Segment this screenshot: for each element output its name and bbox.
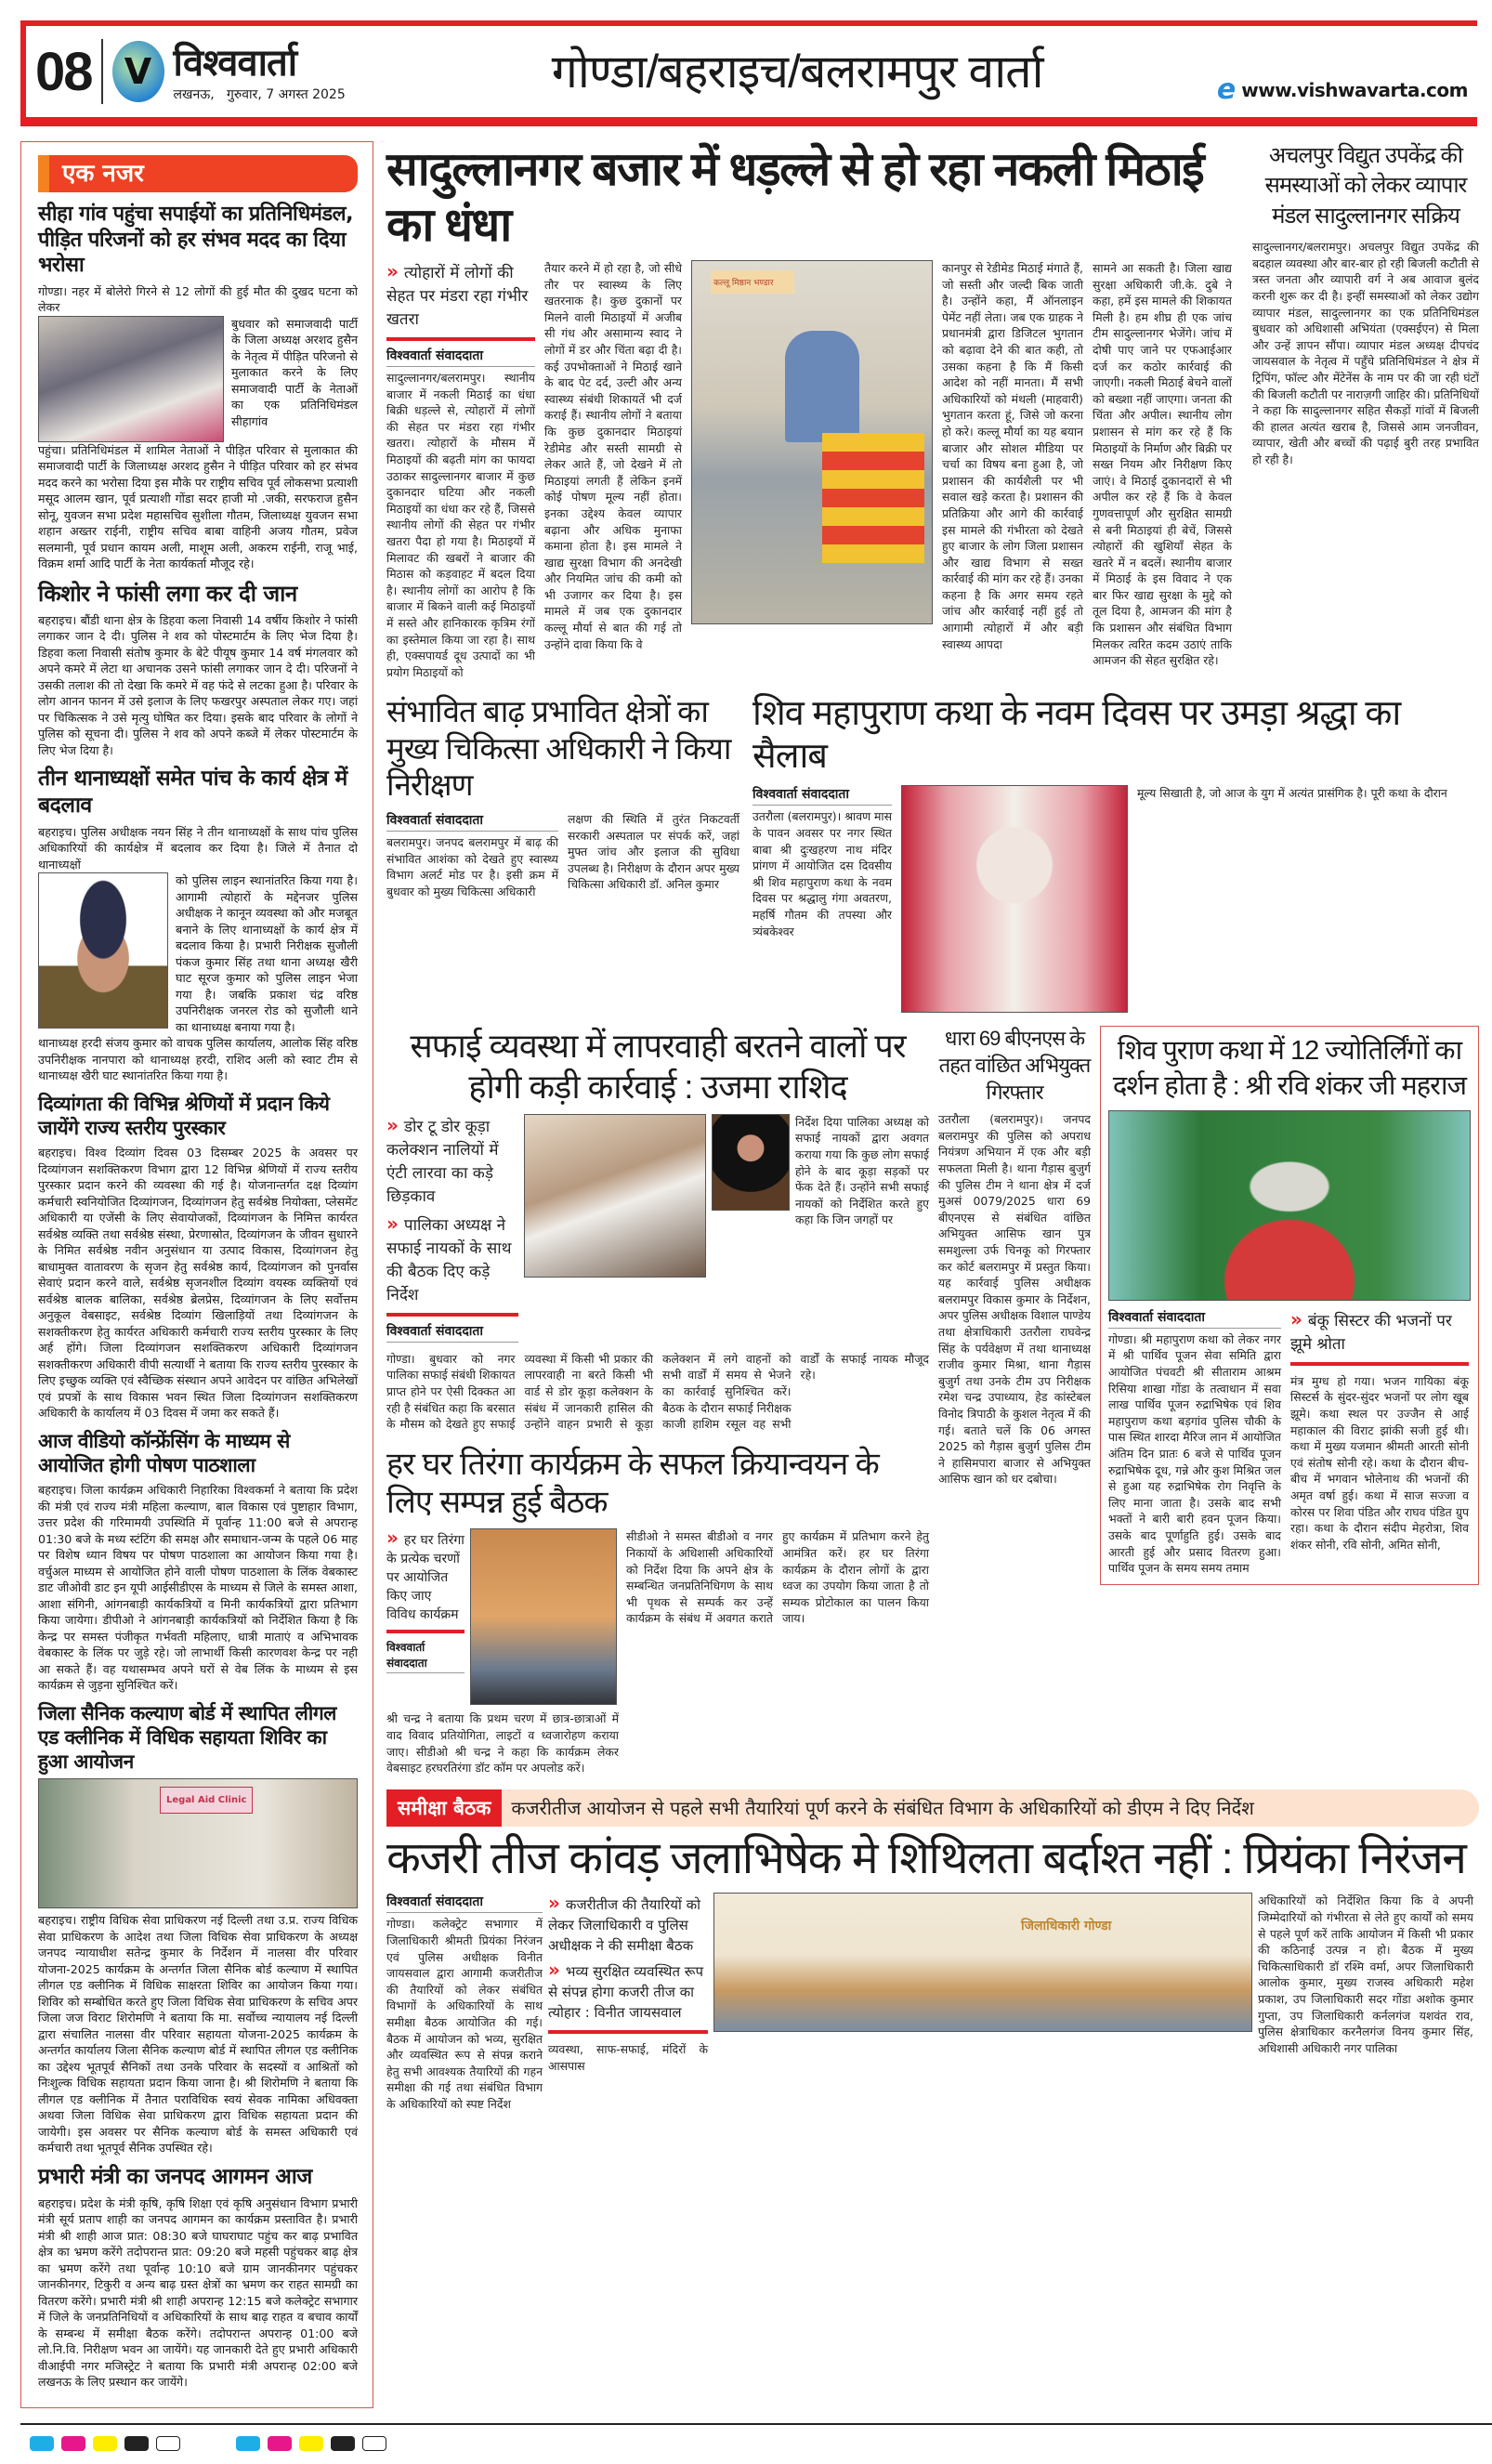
color-registration-left xyxy=(30,2436,180,2451)
kajri-deck xyxy=(548,1893,708,2074)
second-row xyxy=(386,693,1479,1013)
lead-deck xyxy=(386,260,535,680)
flood-columns xyxy=(386,811,739,899)
chairperson-photo xyxy=(712,1114,790,1211)
bullet-text: हर घर तिरंगा के प्रत्येक चरणों पर आयोजित किए जाए विविध कार्यक्रम xyxy=(386,1533,465,1623)
website-link[interactable] xyxy=(1217,73,1468,106)
shiv12-box xyxy=(1100,1026,1479,1584)
byline: विश्ववार्ता संवाददाता xyxy=(386,1893,543,1913)
delegation-photo xyxy=(38,316,224,442)
bullet-text: भव्य सुरक्षित व्यवस्थित रूप से संपन्न होगा कजरी तीज का त्योहार : विनीत जायसवाल xyxy=(548,1963,703,2022)
lead-headline: सादुल्लानगर बजार में धड़ल्ले से हो रहा नकली मिठाई का धंधा xyxy=(386,143,1204,251)
katha-photo xyxy=(901,785,1128,1013)
flood-col-1 xyxy=(386,811,558,899)
rule xyxy=(386,337,535,341)
bullet xyxy=(386,1114,518,1209)
right-area xyxy=(386,141,1479,2113)
headline: किशोर ने फांसी लगा कर दी जान xyxy=(38,580,297,607)
safai-story xyxy=(386,1026,929,1432)
column-text: मंत्र मुग्ध हो गया। भजन गायिका बंकू सिस्टर्स के सुंदर-सुंदर भजनों पर लोग खूब झूमे। कथा स्थल पर उज्जैन से आई महाकाल की विराट झांकी सजी हुई थी। कथा में मुख्य यजमान श्रीमती आरती सोनी एवं संतोष सोनी रहे। कथा के दौरान बीच-बीच में भगवान भोलेनाथ की भजनों की अमृत वर्षा हुई। कथा में साज सज्जा व कोरस पर शिवा पंडित और राघव पंडित ग्रुप रहा। कथा के दौरान संदीप मेहरोत्रा, शिव शंकर सोनी, रवि सोनी, अमित सोनी, xyxy=(1290,1373,1469,1552)
section-title: गोण्डा/बहराइच/बलरामपुर वार्ता xyxy=(551,46,1043,98)
chevron-icon: » xyxy=(1290,1307,1302,1330)
meeting-photo xyxy=(524,1114,706,1278)
story-sapa xyxy=(38,202,358,572)
dateline: लखनऊ, गुरुवार, 7 अगस्त 2025 xyxy=(173,86,346,102)
body: बहराइच। प्रदेश के मंत्री कृषि, कृषि शिक्षा एवं कृषि अनुसंधान विभाग प्रभारी मंत्री सूर्य प्रताप शाही का जनपद आगमन का कार्यक्रम प्रस्तावित है। प्रभारी मंत्री श्री शाही आज प्रात: 08:30 बजे घाघराघाट पहुंच कर बाढ़ प्रभावित क्षेत्र का भ्रमण करेंगे तदोपरान्त प्रात: 09:20 बजे महसी पहुंचकर बाढ़ क्षेत्र का भ्रमण करेंगे तथा पूर्वान्ह 10:10 बजे ग्राम जानकीनगर पहुंचकर जानकीनगर, टिकुरी व अन्य बाढ़ ग्रस्त क्षेत्रों का भ्रमण कर राहत सामग्री का वितरण करेंगे। प्रभारी मंत्री श्री शाही अपरान्ह 12:15 बजे कलेक्ट्रेट सभागार में जिले के जनप्रतिनिधियों व अधिकारियों के साथ बाढ़ राहत व बचाव कार्यों के सम्बन्ध में समीक्षा बैठक करेंगे। तदोपरान्त अपरान्ह 01:00 बजे लो.नि.वि. निरीक्षण भवन आ जायेंगे। यह जानकारी देते हुए प्रभारी अधिकारी वीआईपी नगर मजिस्ट्रेट ने बताया कि प्रभारी मंत्री अपरान्ह 02:00 बजे लखनऊ के लिए प्रस्थान कर जायेंगे। xyxy=(38,2195,358,2389)
column-text: गोण्डा। श्री महापुराण कथा को लेकर नगर में श्री पार्थिव पूजन सेवा समिति द्वारा आयोजित पंचवटी श्री सीताराम आश्रम रिसिया शाखा गोंडा के तत्वाधान में सवा लाख पार्थिव पूजन रुद्राभिषेक एवं शिव महापुराण कथा बड़गांव पुलिस चौकी के पास स्थित शारदा मैरिज लान में आयोजित अंतिम दिन प्रातः 6 बजे से पार्थिव पूजन रुद्राभिषेक दूध, गन्ने और कुश मिश्रित जल से हुआ यह रुद्राभिषेक रोग निवृत्ति के लिए माना जाता है। उसके बाद सभी भक्तों ने बारी बारी हवन पूजन किया। उसके बाद पूर्णाहुति हुई। उसके बाद आरती हुई और प्रसाद वितरण हुआ। पार्थिव पूजन के समय समय तमाम xyxy=(1108,1331,1281,1576)
column-text: व्यवस्था, साफ-सफाई, मंदिरों के आसपास xyxy=(548,2042,708,2073)
lead-columns xyxy=(386,260,1241,680)
samiksha-banner xyxy=(386,1789,1479,1827)
shop-sign: कल्लू मिष्ठान भण्डार xyxy=(711,270,794,294)
byline: विश्ववार्ता संवाददाता xyxy=(1108,1308,1281,1329)
lead-row xyxy=(386,141,1479,680)
rule xyxy=(1290,1362,1469,1366)
body: बहराइच। राष्ट्रीय विधिक सेवा प्राधिकरण नई दिल्ली तथा उ.प्र. राज्य विधिक सेवा प्राधिकरण के आदेश तथा जिला विधिक सेवा प्राधिकरण के अध्यक्ष जनपद न्यायाधीश सतेन्द्र कुमार के निर्देशन में नालसा वीर परिवार योजना-2025 कार्यक्रम के अन्तर्गत जिला सैनिक बोर्ड कल्याण में स्थापित लीगल एड क्लीनिक में विधिक साक्षरता शिविर का आयोजन किया गया। शिविर को सम्बोधित करते हुए जिला विधिक सेवा प्राधिकरण के सचिव अपर जिला जज विराट शिरोमणि ने बताया कि मा. सर्वोच्च न्यायालय नई दिल्ली द्वारा संचालित नालसा वीर परिवार सहायता योजना-2025 कार्यक्रम के अन्तर्गत कार्यालय जिला सैनिक कल्याण बोर्ड में स्थापित लीगल एड क्लीनिक का उद्देश्य भूतपूर्व सैनिकों तथा उनके परिवार के सदस्यों व आश्रितों को निःशुल्क विधिक सहायता प्रदान किया जाना है। श्री शिरोमणि ने बताया कि लीगल एड क्लीनिक में तैनात पराविधिक स्वयं सेवक नामिका अधिवक्ता अथवा जिला विधिक सेवा प्राधिकरण द्वारा विधिक सहायता प्रदान की जायेगी। इस अवसर पर सैनिक कल्याण बोर्ड के समस्त अधिकारी एवं कर्मचारी तथा भूतपूर्व सैनिक उपस्थित रहे। xyxy=(38,1913,358,2156)
headline: प्रभारी मंत्री का जनपद आगमन आज xyxy=(38,2164,312,2189)
masthead xyxy=(20,20,1477,117)
lead-col-3: कानपुर से रेडीमेड मिठाई मंगाते हैं, जो सस्ती और जल्दी बिक जाती है। उन्होंने कहा, मैं ऑनलाइन पेमेंट नहीं लेता। जब एक ग्राहक ने प्रधानमंत्री द्वारा डिजिटल भुगतान को बढ़ावा देने की बात कही, तो उसका कहना है कि मैं किसी आदेश को नहीं मानता। मैं सभी अधिकारियों को मंथली (माहवारी) भुगतान करता हूं, जिसे जो करना हो करे। कल्लू मौर्या का यह बयान बाजार और सोशल मीडिया पर चर्चा का विषय बना हुआ है, जो प्रशासन की कार्यशैली पर भी सवाल खड़े करता है। प्रशासन की प्रतिक्रिया और आगे की कार्रवाई इस मामले की गंभीरता को देखते हुए बाजार के लोग जिला प्रशासन और खाद्य विभाग से सख्त कार्रवाई की मांग कर रहे हैं। उनका कहना है कि अगर समय रहते जांच और कार्रवाई नहीं हुई तो आगामी त्योहारों में और बड़ी स्वास्थ्य आपदा xyxy=(942,261,1083,651)
nameplate-text: जिलाधिकारी गोण्डा xyxy=(1021,1919,1112,1934)
story-minister xyxy=(38,2164,358,2391)
byline: विश्ववार्ता संवाददाता xyxy=(753,785,892,806)
kajri-col-1 xyxy=(386,1893,543,2112)
bullet-text: डोर टू डोर कूड़ा कलेक्शन नालियों में एंटी लारवा का कड़े छिड़काव xyxy=(386,1117,499,1206)
byline: विश्ववार्ता संवाददाता xyxy=(386,1322,518,1343)
headline: आज वीडियो कॉन्फ्रेंसिंग के माध्यम से आयोजित होगी पोषण पाठशाला xyxy=(38,1429,290,1476)
shiv9-headline: शिव महापुराण कथा के नवम दिवस पर उमड़ा श्रद्धा का सैलाब xyxy=(753,694,1401,776)
lead-col-4: सामने आ सकती है। जिला खाद्य सुरक्षा अधिकारी जी.के. दुबे ने कहा, हमें इस मामले की शिकायत मिली है। हम शीघ्र ही एक जांच टीम सादुल्लानगर भेजेंगे। जांच में दोषी पाए जाने पर एफआईआर दर्ज कर कठोर कार्रवाई की जाएगी। नकली मिठाई बेचने वालों को बख्शा नहीं जाएगा। जनता की चिंता और अपील। स्थानीय लोग प्रशासन से मांग कर रहे हैं कि मिठाइयों के निर्माण और बिक्री पर सख्त नियम और निरीक्षण किए जाएं। वे मिठाई दुकानदारों से भी अपील कर रहे हैं कि वे केवल गुणवत्तापूर्ण और सुरक्षित सामग्री से बनी मिठाइयां ही बेचें, जिससे त्योहारों की खुशियाँ सेहत के खतरे में न बदलें। स्थानीय बाजार में मिठाई के इस विवाद ने एक बार फिर खाद्य सुरक्षा के मुद्दे को तूल दिया है, आमजन की मांग है कि प्रशासन और संबंधित विभाग मिलकर त्वरित कदम उठाएं ताकि आमजन की सेहत सुरक्षित रहे। xyxy=(1093,261,1232,668)
shiv12-columns xyxy=(1108,1308,1471,1577)
website-text[interactable]: www.vishwavarta.com xyxy=(1241,78,1468,101)
lead: बहराइच। पुलिस अधीक्षक नयन सिंह ने तीन थानाध्यक्षों के साथ पांच पुलिस अधिकारियों की कार्यक्षेत्र में बदलाव कर दिया है। जिले में तैनात दो थानाध्यक्षों xyxy=(38,824,358,872)
kajri-columns xyxy=(386,1893,1479,2112)
flood-headline: संभावित बाढ़ प्रभावित क्षेत्रों का मुख्य चिकित्सा अधिकारी ने किया निरीक्षण xyxy=(386,694,731,803)
dhara69-headline: धारा 69 बीएनएस के तहत वांछित अभियुक्त गिरफ्तार xyxy=(938,1027,1091,1104)
headline: सीहा गांव पहुंचा सपाईयों का प्रतिनिधिमंडल, पीड़ित परिजनों को हर संभव मदद का दिया भरोसा xyxy=(38,203,353,277)
shiv9-col-1 xyxy=(753,785,892,939)
body: थानाध्यक्ष हरदी संजय कुमार को वाचक पुलिस कार्यालय, आलोक सिंह वरिष्ठ उपनिरीक्षक नानपारा को थानाध्यक्ष हरदी, राशिद अली को स्वाट टीम से थानाध्यक्ष खैरी घाट स्थानांतरित किया गया है। xyxy=(38,1036,358,1082)
dm-meeting-photo xyxy=(713,1893,1252,2032)
safai-tiranga-stack xyxy=(386,1026,929,1776)
byline: विश्ववार्ता संवाददाता xyxy=(386,347,535,367)
header-red-bar xyxy=(20,117,1477,126)
bullet xyxy=(386,1212,518,1307)
tiranga-tail: श्री चन्द्र ने बताया कि प्रथम चरण में छात्र-छात्राओं में वाद विवाद प्रतियोगिता, लाइटों व ध्वजारोहण कराया जाए। सीडीओ श्री चन्द्र ने कहा कि कार्यक्रम लेकर वेबसाइट हरघरतिरंगा डॉट कॉम पर अपलोड करें। xyxy=(386,1711,619,1776)
side-text: बुधवार को समाजवादी पार्टी के जिला अध्यक्ष अरशद हुसैन के नेतृत्व में पीड़ित परिजनो से मुलाकात करने के लिए समाजवादी पार्टी के नेताओं का एक प्रतिनिधिमंडल सीहागांव xyxy=(231,316,358,428)
rule xyxy=(548,2030,708,2034)
headline: तीन थानाध्यक्षों समेत पांच के कार्य क्षेत्र में बदलाव xyxy=(38,767,347,818)
flood-col-2: लक्षण की स्थिति में तुरंत निकटवर्ती सरकारी अस्पताल पर संपर्क करें, जहां मुफ्त जांच और इलाज की सुविधा उपलब्ध है। निरीक्षण के दौरान अपर मुख्य चिकित्सा अधिकारी डॉ. अनिल कुमार xyxy=(568,812,739,892)
story-poshan xyxy=(38,1429,358,1694)
tiranga-left xyxy=(386,1528,619,1776)
bullet xyxy=(548,1959,708,2023)
page-body xyxy=(20,141,1479,2408)
ek-nazar-box xyxy=(20,141,373,2408)
tiranga-story xyxy=(386,1446,929,1776)
photo-row xyxy=(38,316,358,442)
sweet-boxes xyxy=(822,433,924,563)
achalpur-headline: अचलपुर विद्युत उपकेंद्र की समस्याओं को लेकर व्यापार मंडल सादुल्लानगर सक्रिय xyxy=(1264,143,1467,229)
tiranga-meeting-photo xyxy=(470,1528,617,1705)
photo-row xyxy=(38,872,358,1035)
chevron-icon: » xyxy=(548,1892,560,1915)
byline: विश्ववार्ता संवाददाता xyxy=(386,811,558,832)
bullet-text: कजरीतीज की तैयारियों को लेकर जिलाधिकारी व पुलिस अधीक्षक ने की समीक्षा बैठक xyxy=(548,1896,701,1955)
headline: जिला सैनिक कल्याण बोर्ड में स्थापित लीगल एड क्लीनिक में विधिक सहायता शिविर का हुआ आयोजन xyxy=(38,1701,336,1773)
rule xyxy=(386,1630,465,1633)
bullet-text: त्योहारों में लोगों की सेहत पर मंडरा रहा गंभीर खतरा xyxy=(386,264,529,329)
column-text: सादुल्लानगर/बलरामपुर। स्थानीय बाजार में नकली मिठाई का धंधा बिक्री धड़ल्ले से, त्योहारों में लोगों की सेहत पर मंडरा रहा गंभीर खतरा। त्योहारों के मौसम में मिठाइयों की बढ़ती मांग का फायदा उठाकर सादुल्लानगर बाजार में कुछ दुकानदार घटिया और नकली मिठाइयों का धंधा कर रहे हैं, जिससे स्थानीय लोगों की सेहत पर गंभीर खतरा पैदा हो गया है। मिठाइयों में मिलावट की खबरों ने बाजार की मिठास को कड़वाहट में बदल दिया है। स्थानीय लोगों का आरोप है कि बाजार में बिकने वाली कई मिठाइयों में सस्ते और हानिकारक कृत्रिम रंगों का इस्तेमाल किया जा रहा है। साथ ही, एक्सपायर्ड दूध उत्पादों का भी प्रयोग मिठाइयों को xyxy=(386,371,535,679)
body: बहराइच। विश्व दिव्यांग दिवस 03 दिसम्बर 2025 के अवसर पर दिव्यांगजन सशक्तिकरण विभाग द्वारा 12 विभिन्न श्रेणियों में राज्य स्तरीय पुरस्कार प्रदान करने की व्यवस्था की गई है। योजनान्तर्गत दक्ष दिव्यांग कर्मचारी स्वनियोजित दिव्यांगजन, दिव्यांगजन हेतु सर्वश्रेष्ठ नियोक्ता, प्लेसमेंट अधिकारी या एजेंसी के लिए सेवायोजकों, दिव्यांगजन के निमित्त कार्यरत सर्वश्रेष्ठ व्यक्ति तथा सर्वश्रेष्ठ संस्था, प्रेरणास्रोत, दिव्यांगजन के जीवन सुधारने के निमित सर्वश्रेष्ठ नवीन अनुसंधान या उत्पाद विकास, दिव्यांगजन हेतु बाधामुक्त वातावरण के सृजन हेतु सर्वश्रेष्ठ कार्य, दिव्यांगजन को पुनर्वास सेवाएं प्रदान करने वाले, सर्वश्रेष्ठ सृजनशील दिव्यांग वयस्क व्यक्तियों एवं सर्वश्रेष्ठ बालक बालिका, सर्वश्रेष्ठ ब्रेलप्रेस, दिव्यांगजन के लिए सर्वोत्तम अनुकूल वेबसाइट, सर्वश्रेष्ठ दिव्यांग खिलाड़ियों तथा दिव्यांगजन के सशक्तीकरण हेतु कार्यरत अधिकारी कर्मचारी राज्य स्तरीय पुरस्कार के लिए अर्ह होंगे। जिला दिव्यांगजन सशक्तिकरण अधिकारी दिव्यांगजन सशक्तीकरण अधिकारी वीपी सत्यार्थी ने बताया कि राज्य स्तरीय पुरस्कार के लिए इच्छुक व्यक्ति एवं स्वैच्छिक संस्थान अपने आवेदन पर वांछित अभिलेखों एवं प्रपत्रों के साथ विकास भवन स्थित जिला दिव्यांगजन सशक्तिकरण अधिकारी के कार्यालय में 03 दिवस में जमा कर सकते हैं। xyxy=(38,1146,358,1420)
tiranga-columns xyxy=(386,1528,929,1776)
dhara69-body: उतरौला (बलरामपुर)। जनपद बलरामपुर की पुलिस को अपराध नियंत्रण अभियान में एक और बड़ी सफलता मिली है। थाना गैड़ास बुजुर्ग की पुलिस टीम ने थाना क्षेत्र में दर्ज मुअसं 0079/2025 धारा 69 बीएनएस से संबंधित वांछित अभियुक्त आसिफ खान पुत्र समशुल्ला उर्फ चिनकू को गिरफ्तार कर कोर्ट बलरामपुर में प्रस्तुत किया। यह कार्रवाई पुलिस अधीक्षक बलरामपुर विकास कुमार के निर्देशन, अपर पुलिस अधीक्षक विशाल पाण्डेय तथा क्षेत्राधिकारी उतरौला राघवेन्द्र सिंह के पर्यवेक्षण में तथा थानाध्यक्ष राजीव कुमार मिश्रा, थाना गैड़ास बुजुर्ग तथा उनके टीम उप निरीक्षक रमेश चन्द्र उपाध्याय, हेड कांस्टेबल विनोद त्रिपाठी के कुशल नेतृत्व में की गई। बताते चलें कि 06 अगस्त 2025 को गैड़ास बुजुर्ग पुलिस टीम ने हासिमपारा बाजार से अभियुक्त आसिफ खान को धर दबोचा। xyxy=(938,1112,1091,1487)
chevron-icon: » xyxy=(386,260,399,282)
page-number: 08 xyxy=(35,41,92,102)
police-officer-photo xyxy=(38,872,168,1029)
column-text: उतरौला (बलरामपुर)। श्रावण मास के पावन अवसर पर नगर स्थित बाबा श्री दुःखहरण नाथ मंदिर प्रांगण में आयोजित दस दिवसीय श्री शिव महापुराण कथा के नवम दिवस पर श्रद्धालु गंगा अवतरण, महर्षि गौतम की तपस्या और त्र्यंबकेश्वर xyxy=(753,809,893,938)
banner-text: Legal Aid Clinic xyxy=(160,1787,253,1814)
bullet-text: बंकू सिस्टर की भजनों पर झूमे श्रोता xyxy=(1290,1311,1452,1354)
footer-marks xyxy=(30,2436,1492,2451)
safai-top xyxy=(386,1114,929,1345)
lead: गोण्डा। नहर में बोलेरो गिरने से 12 लोगों की हुई मौत की दुखद घटना को लेकर xyxy=(38,283,358,314)
rule xyxy=(386,1313,518,1317)
safai-deck xyxy=(386,1114,518,1345)
ek-nazar-label xyxy=(38,155,358,192)
tiranga-deck xyxy=(386,1528,465,1676)
browser-e-icon: e xyxy=(1216,73,1237,106)
shiv12-headline: शिव पुराण कथा में 12 ज्योतिर्लिंगों का दर्शन होता है : श्री रवि शंकर जी महराज xyxy=(1112,1036,1467,1102)
bullet xyxy=(1290,1308,1469,1357)
kajri-headline: कजरी तीज कांवड़ जलाभिषेक मे शिथिलता बर्दाश्त नहीं : प्रियंका निरंजन xyxy=(386,1833,1466,1883)
story-divyang xyxy=(38,1092,358,1422)
achalpur-body: सादुल्लानगर/बलरामपुर। अचलपुर विद्युत उपकेंद्र की बदहाल व्यवस्था और बार-बार हो रही बिजली कटौती से त्रस्त जनता और व्यापारी वर्ग ने अब आवाज बुलंद करनी शुरू कर दी है। इन्हीं समस्याओं को लेकर उद्योग व्यापार मंडल, सादुल्लानगर का एक प्रतिनिधिमंडल बुधवार को अधिशासी अभियंता (एक्सईएन) से मिला और उन्हें ज्ञापन सौंपा। व्यापार मंडल अध्यक्ष दीपचंद जायसवाल के नेतृत्व में पहुँचे प्रतिनिधिमंडल ने क्षेत्र में ट्रिपिंग, फॉल्ट और मेंटेनेंस के नाम पर की जा रही घंटों की बिजली कटौती पर नाराज़गी जाहिर की। प्रतिनिधियों ने कहा कि सादुल्लानगर सहित सैकड़ों गांवों में बिजली की हालत अत्यंत खराब है, जिससे आम जनजीवन, व्यापार, खेती और बच्चों की पढ़ाई बुरी तरह प्रभावित हो रही है। xyxy=(1252,240,1479,466)
chevron-icon: » xyxy=(386,1527,399,1550)
samiksha-text: कजरीतीज आयोजन से पहले सभी तैयारियां पूर्ण करने के संबंधित विभाग के अधिकारियों को डीएम ने दिए निर्देश xyxy=(511,1796,1254,1819)
dhara69-story xyxy=(938,1026,1091,1487)
bullet-text: पालिका अध्यक्ष ने सफाई नायकों के साथ की बैठक दिए कड़े निर्देश xyxy=(386,1215,512,1304)
chevron-icon: » xyxy=(386,1113,399,1136)
shiv-stage-photo xyxy=(1108,1110,1471,1301)
story-transfer xyxy=(38,766,358,1084)
paper-name: विश्ववार्ता xyxy=(173,42,297,84)
tiranga-headline: हर घर तिरंगा कार्यक्रम के सफल क्रियान्वयन के लिए सम्पन्न हुई बैठक xyxy=(386,1446,879,1520)
person-figure xyxy=(785,331,859,442)
story-kishor xyxy=(38,580,358,759)
logo-icon: V xyxy=(112,41,164,102)
divider xyxy=(101,39,103,104)
shiv9-story xyxy=(753,693,1479,1013)
sweet-shop-photo xyxy=(691,260,933,624)
safai-side: निर्देश दिया पालिका अध्यक्ष को सफाई नायकों द्वारा अवगत कराया गया कि कुछ लोग सफाई होने के बाद कूड़ा सड़कों पर फेंक देते हैं। उन्होंने सभी सफाई नायकों को निर्देशित करते हुए कहा कि जिन जगहों पर xyxy=(795,1114,929,1227)
story-legal-aid xyxy=(38,1701,358,2156)
body: पहुंचा। प्रतिनिधिमंडल में शामिल नेताओं ने पीड़ित परिवार से मुलाकात की समाजवादी पार्टी के जिलाध्यक्ष अरशद हुसैन ने पीड़ित परिवार को हर संभव मदद करने का भरोसा दिया इस मौके पर राष्ट्रीय सचिव पूर्व लोकसभा प्रत्याशी मसूद आलम खान, पूर्व प्रत्याशी गोंडा सदर हाजी मो .जकी, सरफराज हुसैन सोनू, युवजन सभा प्रदेश महासचिव सुशीला गौतम, जिलाध्यक्ष युवजन सभा शहान अख्तर राईनी, राष्ट्रीय सचिव बाबा वाहिनी अजय गौतम, प्रवेज सलमानी, पूर्व प्रधान कायम अली, माशूम अली, अकरम राईनी, राजू भाई, विक्रम शर्मा आदि पार्टी के नेता कार्यकर्ता मौजूद रहे। xyxy=(38,442,358,570)
byline: विश्ववार्ता संवाददाता xyxy=(386,1639,465,1673)
flood-story xyxy=(386,693,739,899)
column-text: बलरामपुर। जनपद बलरामपुर में बाढ़ की संभावित आशंका को देखते हुए स्वास्थ्य विभाग अलर्ट मोड पर है। इसी क्रम में बुधवार को मुख्य चिकित्सा अधिकारी xyxy=(386,835,558,898)
brand-block xyxy=(174,41,378,103)
side-text: को पुलिस लाइन स्थानांतरित किया गया है। आगामी त्योहारों के मद्देनजर पुलिस अधीक्षक ने कानून व्यवस्था को और मजबूत बनाने के लिए थानाध्यक्षों के कार्य क्षेत्र में बदलाव किया है। प्रभारी निरीक्षक सुजौली पंकज कुमार सिंह तथा थाना अध्यक्ष खैरी घाट सूरज कुमार को पुलिस लाइन भेजा गया है। जबकि प्रकाश चंद्र वरिष्ठ उपनिरीक्षक जनरल रोड को सुजौली थाने का थानाध्यक्ष बनाया गया है। xyxy=(176,873,358,1034)
body: बहराइच। जिला कार्यक्रम अधिकारी निहारिका विश्वकर्मा ने बताया कि प्रदेश की मंत्री एवं राज्य मंत्री महिला कल्याण, बाल विकास एवं पुष्टाहार विभाग, उत्तर प्रदेश की गरिमामयी उपस्थिति में पूर्वान्ह 11:00 बजे से अपरान्ह 01:30 बजे के मध्य स्टंटिंग की समक्ष और समाधान-जन्म के पहले 06 माह पर विशेष ध्यान विषय पर पोषण पाठशाला का आयोजन किया गया है। वर्चुअल माध्यम से आयोजित होने वाली पोषण पाठशाला के लिंक वेबकास्ट डाट जीओवी डाट इन यूपी आईसीडीएस के माध्यम से जिले के समस्त आशा, आशा संगिनी, आंगनबाड़ी कार्यकत्रियों व मिनी कार्यकत्रियों द्वारा प्रतिभाग किया जायेगा। डीपीओ ने आंगनबाड़ी कार्यकत्रियों को निर्देशित किया है कि केन्द्र पर समस्त पंजीकृत गर्भवती महिलाए, धात्री माताएं व अभिभावक वेबकास्ट के लिंक पर जुड़े रहे। जो लाभार्थी किसी कारणवश केन्द्र पर नही आ सकते हैं। वह यथासम्भव अपने घरों से वेब लिंक के माध्यम से इस कार्यक्रम से जुड़ना सुनिश्चित करें। xyxy=(38,1483,358,1692)
body: बहराइच। बौंडी थाना क्षेत्र के डिहवा कला निवासी 14 वर्षीय किशोर ने फांसी लगाकर जान दे दी। पुलिस ने शव को पोस्टमार्टम के लिए भेज दिया है। डिहवा कला निवासी संतोष कुमार के बेटे पीयूष कुमार 14 वर्ष मंगलवार को अपने कमरे में लेटा था अचानक उसने फांसी लगाकर जान दे दी। परिजनों ने उसकी तलाश की तो देखा कि कमरे में वह फंदे से लटका हुआ है। परिवार के लोग आनन फानन में उसे इलाज के लिए फखरपुर अस्पताल लेकर गए। जहां पर चिकित्सक ने उसे मृत्यु घोषित कर दिया। इसके बाद परिवार के लोगों ने पुलिस को सूचना दी। पुलिस ने शव को अपने कब्जे में लेकर पोस्टमार्टम के लिए भेज दिया है। xyxy=(38,612,358,757)
color-registration-right xyxy=(236,2436,386,2451)
tiranga-deck-row xyxy=(386,1528,619,1705)
shiv9-columns xyxy=(753,785,1479,1013)
headline: दिव्यांगता की विभिन्न श्रेणियों में प्रदान किये जायेंगे राज्य स्तरीय पुरस्कार xyxy=(38,1092,330,1139)
bullet xyxy=(386,1528,465,1624)
lead-col-2: तैयार करने में हो रहा है, जो सीधे तौर पर स्वास्थ्य के लिए खतरनाक है। कुछ दुकानों पर मिलने वाली मिठाइयों में अजीब सी गंध और असामान्य स्वाद ने लोगों में डर और चिंता बढ़ा दी है। कई उपभोक्ताओं ने मिठाई खाने के बाद पेट दर्द, उल्टी और अन्य स्वास्थ्य संबंधी शिकायतें भी दर्ज कराई हैं। स्थानीय लोगों ने बताया कि कुछ दुकानदार मिठाइयां रेडीमेड और सस्ती सामग्री से लेकर आते हैं, जो देखने में तो मिठाइयां लगती हैं लेकिन इनमें कोई पोषण मूल्य नहीं होता। इनका उद्देश्य केवल व्यापार बढ़ाना और अधिक मुनाफा कमाना होता है। इस मामले ने खाद्य सुरक्षा विभाग की अनदेखी और नियमित जांच की कमी को भी उजागर कर दिया है। इस मामले में जब एक दुकानदार कल्लू मौर्या से बात की गई तो उन्होंने दावा किया कि वे xyxy=(544,261,682,651)
shiv9-col-2: मूल्य सिखाती है, जो आज के युग में अत्यंत प्रासंगिक है। पूरी कथा के दौरान xyxy=(1137,786,1447,801)
shiv12-col-2 xyxy=(1290,1308,1469,1553)
lead-story xyxy=(386,141,1241,680)
column-text: गोण्डा। कलेक्ट्रेट सभागार में जिलाधिकारी श्रीमती प्रियंका निरंजन एवं पुलिस अधीक्षक विनीत जायसवाल द्वारा आगामी कजरीतीज की तैयारियों को लेकर संबंधित विभागों के अधिकारियों के साथ समीक्षा बैठक आयोजित की गई। बैठक में आयोजन को भव्य, सुरक्षित और व्यवस्थित रूप से संपन्न कराने हेतु सभी आवश्यक तैयारियों की गहन समीक्षा की गई तथा संबंधित विभाग के अधिकारियों को स्पष्ट निर्देश xyxy=(386,1917,543,2111)
kajri-col-3: अधिकारियों को निर्देशित किया कि वे अपनी जिम्मेदारियों को गंभीरता से लेते हुए कार्यों को समय से पहले पूर्ण करें ताकि आयोजन में किसी भी प्रकार की कठिनाई उत्पन्न न हो। बैठक में मुख्य चिकित्साधिकारी डॉ रश्मि वर्मा, अपर जिलाधिकारी आलोक कुमार, मुख्य राजस्व अधिकारी महेश प्रकाश, उप जिलाधिकारी सदर गोंडा अशोक कुमार गुप्ता, उप जिलाधिकारी कर्नलगंज यशवंत राव, पुलिस क्षेत्राधिकार करनैलगंज विनय कुमार सिंह, अधिशासी अधिकारी नगर पालिका xyxy=(1258,1894,1473,2055)
samiksha-tag: समीक्षा बैठक xyxy=(386,1789,502,1827)
safai-headline: सफाई व्यवस्था में लापरवाही बरतने वालों पर होगी कड़ी कार्रवाई : उजमा राशिद xyxy=(410,1027,906,1106)
chevron-icon: » xyxy=(386,1212,399,1235)
safai-body: गोण्डा। बुधवार को नगर पालिका सफाई संबंधी शिकायत प्राप्त होने पर ऐसी दिक्कत आ रही है संबंधित कहा कि बरसात के मौसम को देखते हुए सफाई व्यवस्था में किसी भी प्रकार की लापरवाही ना बरते किसी भी वार्ड से डोर कूड़ा कलेक्शन के संबंध में जानकारी हासिल की उन्होंने वाहन प्रभारी से कूड़ा कलेक्शन में लगे वाहनों को सभी वार्डों में समय से भेजने का कार्रवाई सुनिश्चित करें। बैठक के दौरान सफाई निरीक्षक काजी हाशिम रसूल वह सभी वार्डों के सफाई नायक मौजूद रहे। xyxy=(386,1351,929,1432)
chevron-icon: » xyxy=(548,1959,560,1982)
bullet xyxy=(386,260,535,332)
legal-aid-photo xyxy=(38,1778,358,1908)
shiv12-col-1 xyxy=(1108,1308,1281,1577)
footer-rule xyxy=(20,2423,1492,2425)
bullet xyxy=(548,1893,708,1956)
achalpur-story xyxy=(1252,141,1479,467)
label-text: एक नजर xyxy=(62,160,144,188)
third-row xyxy=(386,1026,1479,1776)
tiranga-col: सीडीओ ने समस्त बीडीओ व नगर निकायों के अधिशासी अधिकारियों को निर्देश दिया कि अपने क्षेत्र के सम्बन्धित जनप्रतिनिधिगण के साथ भी पृथक से सम्पर्क कर उन्हें कार्यक्रम के संबंध में अवगत कराते हुए कार्यक्रम में प्रतिभाग करने हेतु आमंत्रित करें। हर घर तिरंगा कार्यक्रम के दौरान लोगों के द्वारा ध्वज का उपयोग किया जाता है तो सम्यक प्रोटोकाल का पालन किया जाय। xyxy=(626,1529,929,1626)
